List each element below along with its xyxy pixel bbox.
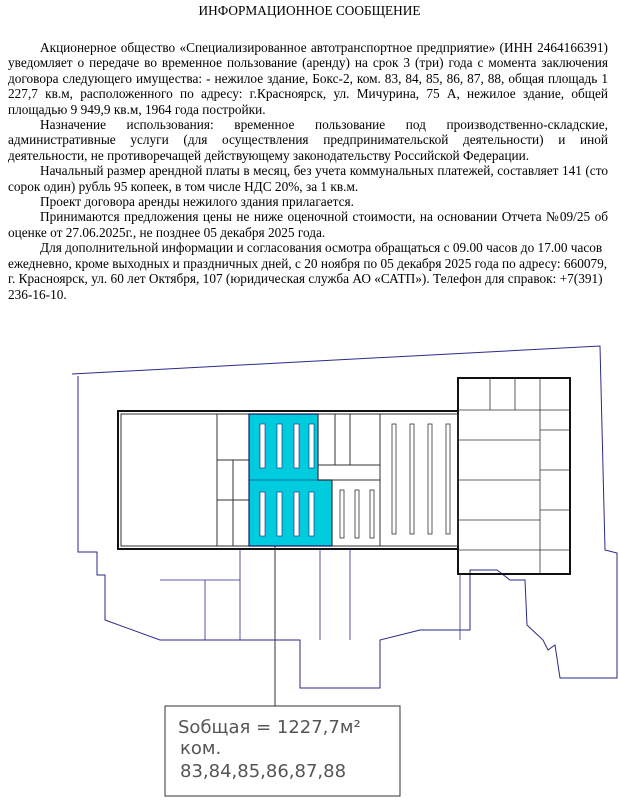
site-boundary (72, 346, 617, 688)
paragraph-notice: Акционерное общество «Специализированное автотранспортное предприятие» (ИНН 2464166391) уведомляет о передаче во временное пользование (аренду) на срок 3 (три) года с момента заключения договора следующего имущества: - нежилое здание, Бокс-2, ком. 83, 84, 85, 86, 87, 88, общая площадь 1 227,7 кв.м, расположенного по адресу: г.Красноярск, ул. Мичурина, 75 А, нежилое здание, общей площадью 9 949,9 кв.м, 1964 года постройки. (8, 40, 608, 117)
west-hall (121, 414, 217, 546)
paragraph-offers: Принимаются предложения цены не ниже оценочной стоимости, на основании Отчета №09/25 об оценке от 27.06.2025г., не позднее 05 декабря 2025 года. (8, 209, 608, 240)
area-label-line1: Sобщая = 1227,7м² (178, 717, 361, 738)
paragraph-contacts: Для дополнительной информации и согласования осмотра обращаться с 09.00 часов до 17.00 часов ежедневно, кроме выходных и праздничных дней, с 20 ноября по 05 декабря 2025 года по адресу: 660079, г. Красноярск, ул. 60 лет Октября, 107 (юридическая служба АО «САТП»). Телефон для справок: +7(391) 236-16-10. (8, 240, 608, 302)
paragraph-purpose: Назначение использования: временное пользование под производственно-складские, административные услуги (для осуществления предпринимательской деятельности) и иной деятельности, не противоречащей действующему законодательству Российской Федерации. (8, 117, 608, 163)
document-body (8, 40, 608, 302)
paragraph-contract: Проект договора аренды нежилого здания прилагается. (40, 194, 354, 210)
middle-rooms (318, 414, 380, 480)
area-label-line3: 83,84,85,86,87,88 (180, 761, 347, 782)
area-label-line2: ком. (180, 738, 222, 759)
document-title: ИНФОРМАЦИОННОЕ СООБЩЕНИЕ (198, 3, 421, 18)
floor-plan (0, 340, 619, 806)
building-outline-east (458, 378, 570, 574)
paragraph-rent: Начальный размер арендной платы в месяц, без учета коммунальных платежей, составляет 141 (сто сорок один) рубль 95 копеек, в том числе НДС 20%, за 1 кв.м. (8, 163, 608, 194)
